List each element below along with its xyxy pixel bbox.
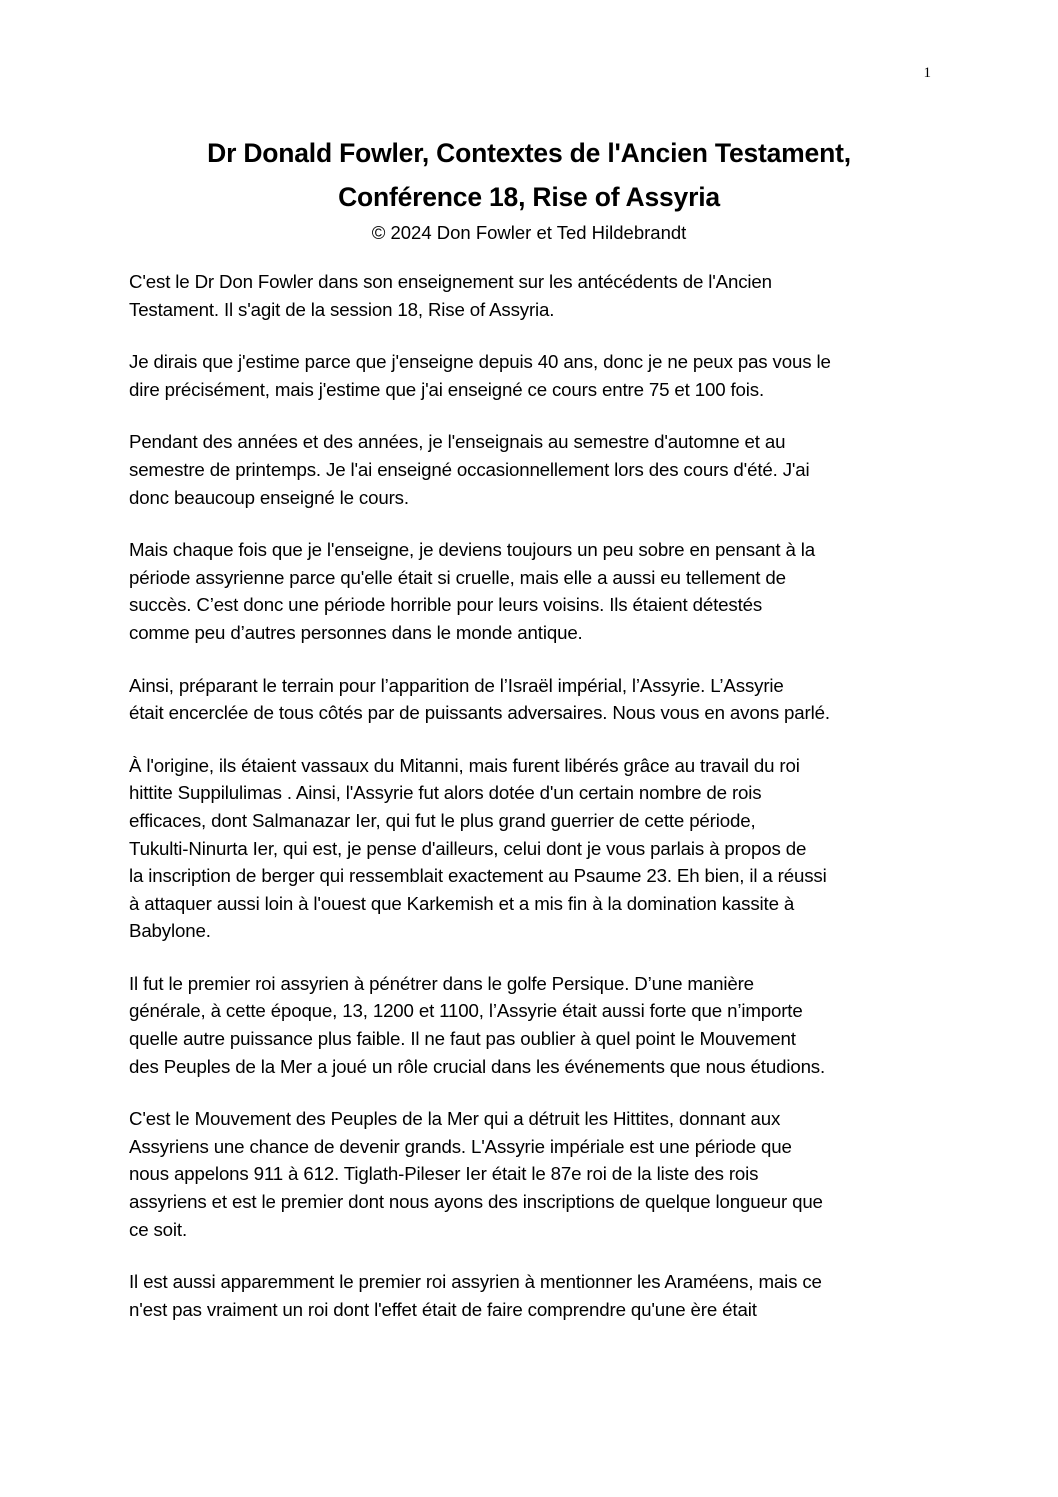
paragraph xyxy=(129,348,933,403)
paragraph-line: succès. C’est donc une période horrible pour leurs voisins. Ils étaient détestés xyxy=(129,594,763,616)
paragraph xyxy=(129,268,933,323)
paragraph-line: donc beaucoup enseigné le cours. xyxy=(129,486,409,508)
paragraph-line: Ainsi, préparant le terrain pour l’apparition de l’Israël impérial, l’Assyrie. L’Assyrie xyxy=(129,674,784,696)
document-header xyxy=(100,131,958,246)
paragraph xyxy=(129,672,933,727)
paragraph-line: Pendant des années et des années, je l'enseignais au semestre d'automne et au xyxy=(129,431,786,453)
paragraph-line: hittite Suppilulimas . Ainsi, l'Assyrie fut alors dotée d'un certain nombre de rois xyxy=(129,782,762,804)
paragraph-line: Assyriens une chance de devenir grands. L'Assyrie impériale est une période que xyxy=(129,1135,792,1157)
paragraph-line: période assyrienne parce qu'elle était si cruelle, mais elle a aussi eu tellement de xyxy=(129,566,786,588)
paragraph-line: Je dirais que j'estime parce que j'enseigne depuis 40 ans, donc je ne peux pas vous le xyxy=(129,351,831,373)
paragraph-line: dire précisément, mais j'estime que j'ai enseigné ce cours entre 75 et 100 fois. xyxy=(129,378,765,400)
paragraph-line: assyriens et est le premier dont nous ayons des inscriptions de quelque longueur que xyxy=(129,1191,823,1213)
paragraph-line: des Peuples de la Mer a joué un rôle crucial dans les événements que nous étudions. xyxy=(129,1055,826,1077)
copyright-notice: © 2024 Don Fowler et Ted Hildebrandt xyxy=(371,222,687,243)
paragraph-line: à attaquer aussi loin à l'ouest que Karkemish et a mis fin à la domination kassite à xyxy=(129,892,795,914)
paragraph-line: n'est pas vraiment un roi dont l'effet était de faire comprendre qu'une ère était xyxy=(129,1298,757,1320)
paragraph-line: efficaces, dont Salmanazar Ier, qui fut le plus grand guerrier de cette période, xyxy=(129,809,756,831)
title-line-1: Dr Donald Fowler, Contextes de l'Ancien Testament, xyxy=(207,138,851,168)
paragraph-line: nous appelons 911 à 612. Tiglath-Pileser Ier était le 87e roi de la liste des rois xyxy=(129,1163,759,1185)
paragraph-line: la inscription de berger qui ressemblait exactement au Psaume 23. Eh bien, il a réussi xyxy=(129,865,827,887)
paragraph-line: Il fut le premier roi assyrien à pénétrer dans le golfe Persique. D’une manière xyxy=(129,972,754,994)
paragraph-line: Tukulti-Ninurta Ier, qui est, je pense d'ailleurs, celui dont je vous parlais à propos de xyxy=(129,837,807,859)
page-number: 1 xyxy=(923,65,931,81)
paragraph xyxy=(129,1268,933,1323)
paragraph-line: C'est le Mouvement des Peuples de la Mer qui a détruit les Hittites, donnant aux xyxy=(129,1108,781,1130)
paragraph-line: Il est aussi apparemment le premier roi assyrien à mentionner les Araméens, mais ce xyxy=(129,1271,822,1293)
paragraph xyxy=(129,752,933,945)
paragraph-line: ce soit. xyxy=(129,1218,188,1240)
paragraph-line: Mais chaque fois que je l'enseigne, je deviens toujours un peu sobre en pensant à la xyxy=(129,539,815,561)
paragraph-line: C'est le Dr Don Fowler dans son enseignement sur les antécédents de l'Ancien xyxy=(129,271,772,292)
paragraph-line: générale, à cette époque, 13, 1200 et 1100, l’Assyrie était aussi forte que n’importe xyxy=(129,1000,803,1022)
paragraph xyxy=(129,428,933,511)
paragraph-line: était encerclée de tous côtés par de puissants adversaires. Nous vous en avons parlé. xyxy=(129,702,830,724)
title-line-2: Conférence 18, Rise of Assyria xyxy=(338,182,720,212)
paragraph xyxy=(129,1105,933,1243)
paragraph-line: Testament. Il s'agit de la session 18, Rise of Assyria. xyxy=(129,298,555,320)
paragraph-line: comme peu d’autres personnes dans le monde antique. xyxy=(129,621,583,643)
paragraph-line: À l'origine, ils étaient vassaux du Mitanni, mais furent libérés grâce au travail du roi xyxy=(129,754,800,776)
paragraph xyxy=(129,536,933,646)
document-body xyxy=(129,268,933,1348)
paragraph-line: semestre de printemps. Je l'ai enseigné occasionnellement lors des cours d'été. J'ai xyxy=(129,458,810,480)
paragraph-line: Babylone. xyxy=(129,920,211,942)
paragraph xyxy=(129,970,933,1080)
paragraph-line: quelle autre puissance plus faible. Il ne faut pas oublier à quel point le Mouvement xyxy=(129,1028,796,1050)
